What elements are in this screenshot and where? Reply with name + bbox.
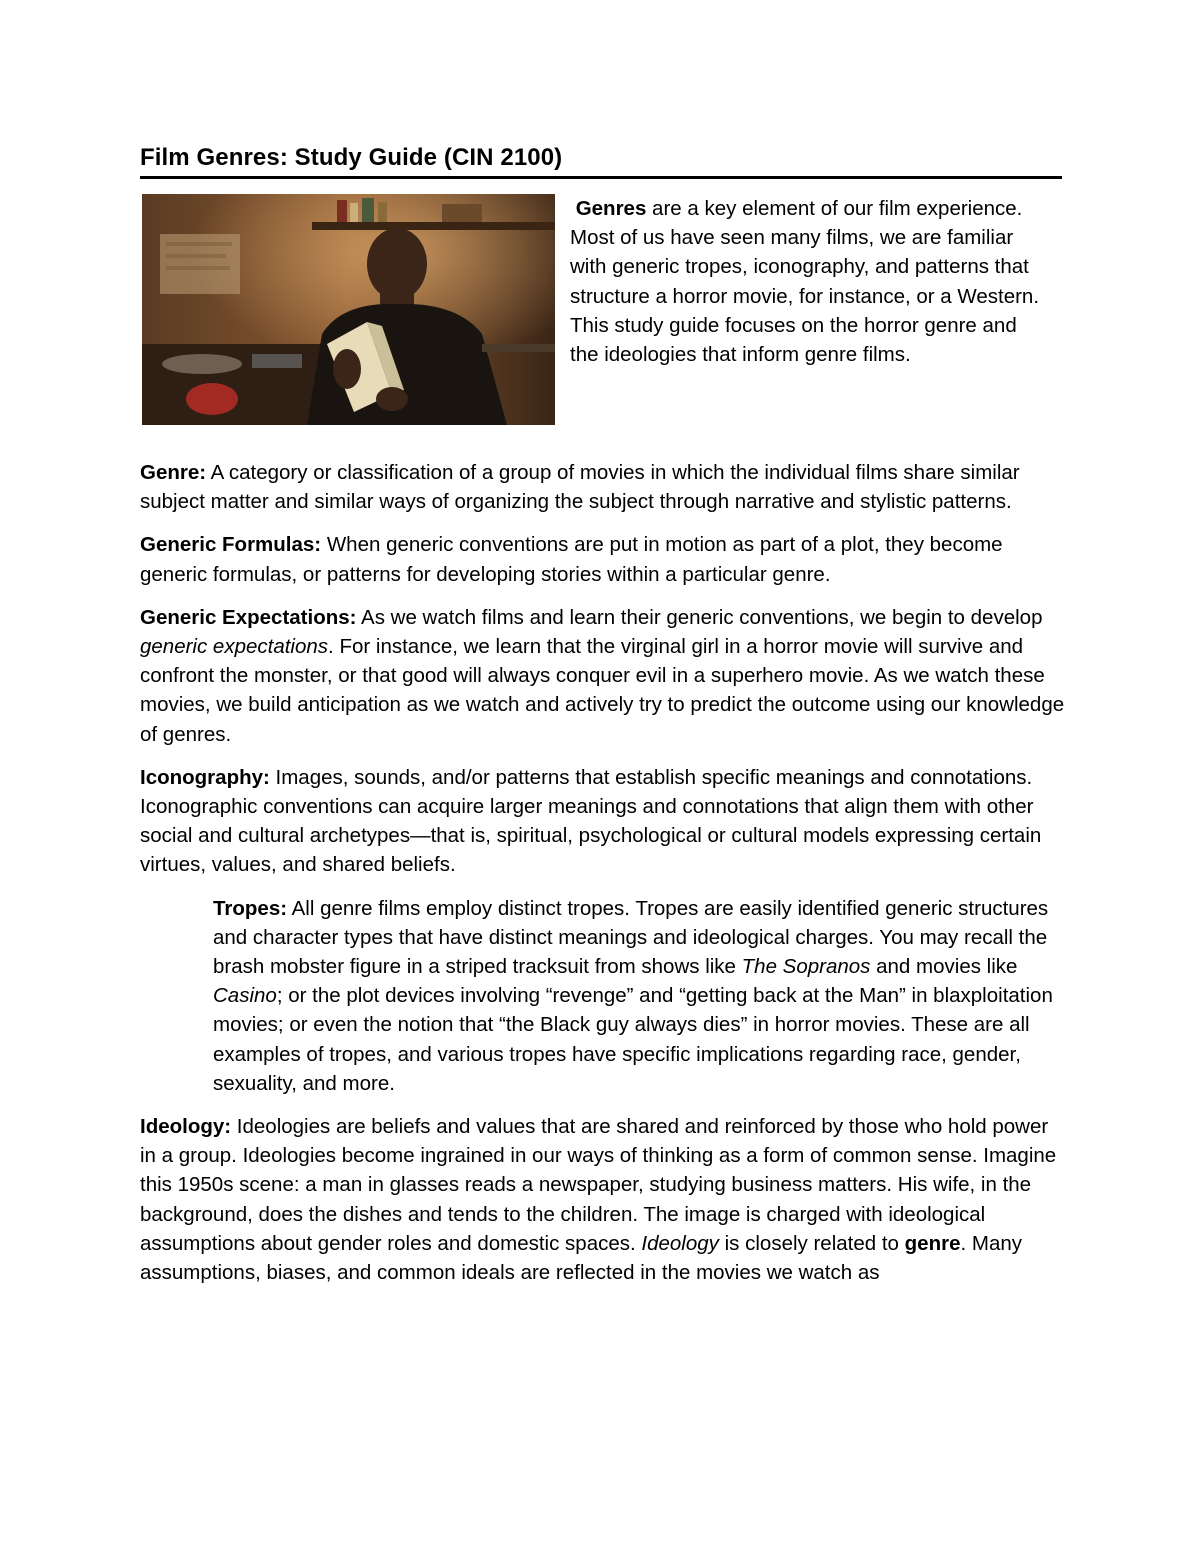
definition-text: All genre films employ distinct tropes. Tropes are easily identified generic structures and character types that have distinct meanings and ideological charges. You may recall the brash mobster figure in a striped tracksuit from shows like: [213, 896, 1049, 979]
emphasis-text: Ideology: [641, 1231, 719, 1255]
definition-generic-expectations: [140, 603, 1065, 749]
emphasis-text: Casino: [213, 984, 277, 1008]
definition-iconography: [140, 763, 1065, 880]
intro-term: Genres: [575, 197, 647, 220]
page-title: Film Genres: Study Guide (CIN 2100): [140, 144, 563, 171]
definition-text: Images, sounds, and/or patterns that establish specific meanings and connotations. Iconographic conventions can acquire larger meanings and connotations that align them with other social and cultural archetypes—that is, spiritual, psychological or cultural models expressing certain virtues, values, and shared beliefs.: [140, 765, 1042, 877]
film-still-image: [142, 194, 555, 425]
definition-text: A category or classification of a group of movies in which the individual films share similar subject matter and similar ways of organizing the subject through narrative and stylistic patterns.: [140, 461, 1020, 514]
definition-text: As we watch films and learn their generic conventions, we begin to develop: [356, 605, 1043, 629]
definition-generic-formulas: [140, 530, 1065, 588]
emphasis-text: The Sopranos: [741, 955, 871, 979]
intro-text: are a key element of our film experience. Most of us have seen many films, we are familiar with generic tropes, iconography, and patterns that structure a horror movie, for instance, or a Western. This study guide focuses on the horror genre and the ideologies that inform genre films.: [570, 197, 1040, 367]
intro-paragraph: [570, 194, 1050, 369]
term-label: Generic Formulas:: [140, 533, 322, 557]
emphasis-text: generic expectations: [140, 635, 329, 659]
definition-text: When generic conventions are put in motion as part of a plot, they become generic formulas, or patterns for developing stories within a particular genre.: [140, 533, 1003, 586]
definition-tropes: [213, 894, 1065, 1098]
term-label: Iconography:: [140, 765, 270, 789]
term-label: Tropes:: [213, 896, 288, 920]
term-label: Ideology:: [140, 1115, 232, 1139]
definition-genre: [140, 458, 1065, 516]
definitions-body: [140, 458, 1065, 1301]
term-label: Genre:: [140, 461, 207, 484]
definition-text: is closely related to: [718, 1231, 905, 1255]
definition-text: . For instance, we learn that the virginal girl in a horror movie will survive and confront the monster, or that good will always conquer evil in a superhero movie. As we watch these movies, we build anticipation as we watch and actively try to predict the outcome using our knowledge of genres.: [140, 635, 1065, 746]
definition-text: Ideologies are beliefs and values that are shared and reinforced by those who hold power in a group. Ideologies become ingrained in our ways of thinking as a form of common sense. Imagine this 1950s scene: a man in glasses reads a newspaper, studying business matters. His wife, in the background, does the dishes and tends to the children. The image is charged with ideological assumptions about gender roles and domestic spaces.: [140, 1115, 1057, 1255]
definition-ideology: [140, 1112, 1065, 1287]
term-label: Generic Expectations:: [140, 605, 357, 629]
definition-text: . Many assumptions, biases, and common ideals are reflected in the movies we watch as: [140, 1231, 1023, 1285]
strong-text: genre: [904, 1231, 961, 1255]
definition-text: and movies like: [870, 955, 1018, 979]
definition-text: ; or the plot devices involving “revenge” and “getting back at the Man” in blaxploitation movies; or even the notion that “the Black guy always dies” in horror movies. These are all examples of tropes, and various tropes have specific implications regarding race, gender, sexuality, and more.: [213, 984, 1053, 1095]
title-rule: [140, 176, 1062, 179]
